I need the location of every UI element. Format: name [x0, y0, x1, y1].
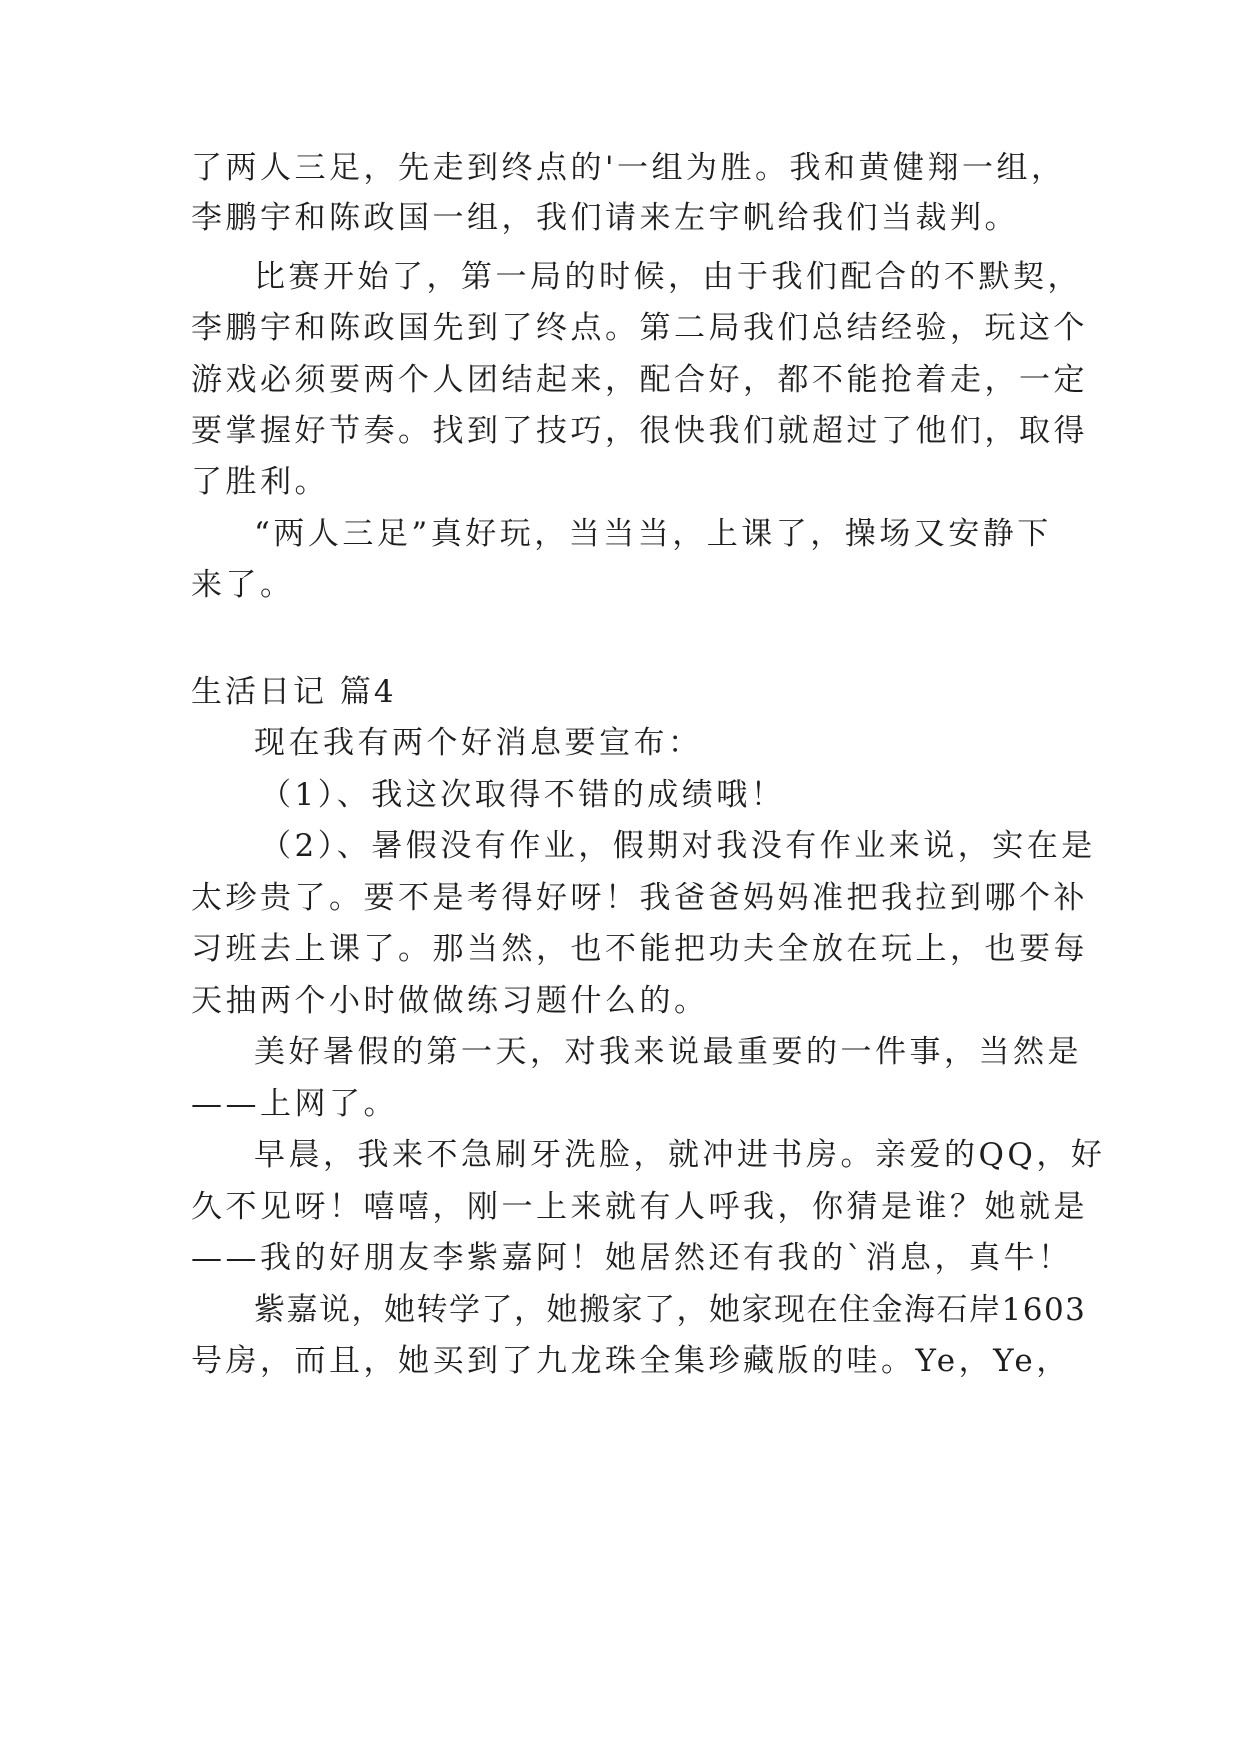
paragraph-line: 久不见呀！嘻嘻，刚一上来就有人呼我，你猜是谁？她就是: [191, 1189, 1088, 1225]
list-item: （2）、暑假没有作业，假期对我没有作业来说，实在是: [260, 828, 1096, 864]
paragraph-line: 李鹏宇和陈政国一组，我们请来左宇帆给我们当裁判。: [191, 200, 1019, 236]
paragraph-line: 天抽两个小时做做练习题什么的。: [191, 983, 709, 1019]
paragraph-line: 比赛开始了，第一局的时候，由于我们配合的不默契，: [254, 259, 1082, 295]
paragraph-line: 来了。: [191, 567, 295, 603]
paragraph-line: 李鹏宇和陈政国先到了终点。第二局我们总结经验，玩这个: [191, 310, 1088, 346]
paragraph-line: 游戏必须要两个人团结起来，配合好，都不能抢着走，一定: [191, 362, 1088, 398]
paragraph-line: 早晨，我来不急刷牙洗脸，就冲进书房。亲爱的QQ，好: [254, 1137, 1106, 1173]
paragraph-line: 美好暑假的第一天，对我来说最重要的一件事，当然是: [254, 1034, 1082, 1070]
paragraph-line: 了胜利。: [191, 464, 329, 500]
paragraph-line: ——我的好朋友李紫嘉阿！她居然还有我的`消息，真牛！: [191, 1240, 1073, 1276]
paragraph-line: 了两人三足，先走到终点的'一组为胜。我和黄健翔一组，: [191, 150, 1066, 186]
paragraph-line: 要掌握好节奏。找到了技巧，很快我们就超过了他们，取得: [191, 413, 1088, 449]
paragraph-line: 现在我有两个好消息要宣布：: [254, 725, 703, 761]
paragraph-line: 号房，而且，她买到了九龙珠全集珍藏版的哇。Ye，Ye，: [191, 1343, 1071, 1379]
paragraph-line: “两人三足”真好玩，当当当，上课了，操场又安静下: [254, 516, 1052, 552]
paragraph-line: ——上网了。: [191, 1086, 398, 1122]
section-title: 生活日记 篇4: [191, 674, 397, 710]
paragraph-line: 紫嘉说，她转学了，她搬家了，她家现在住金海石岸1603: [254, 1292, 1087, 1328]
list-item: （1）、我这次取得不错的成绩哦！: [260, 777, 786, 813]
paragraph-line: 太珍贵了。要不是考得好呀！我爸爸妈妈准把我拉到哪个补: [191, 880, 1088, 916]
paragraph-line: 习班去上课了。那当然，也不能把功夫全放在玩上，也要每: [191, 931, 1088, 967]
